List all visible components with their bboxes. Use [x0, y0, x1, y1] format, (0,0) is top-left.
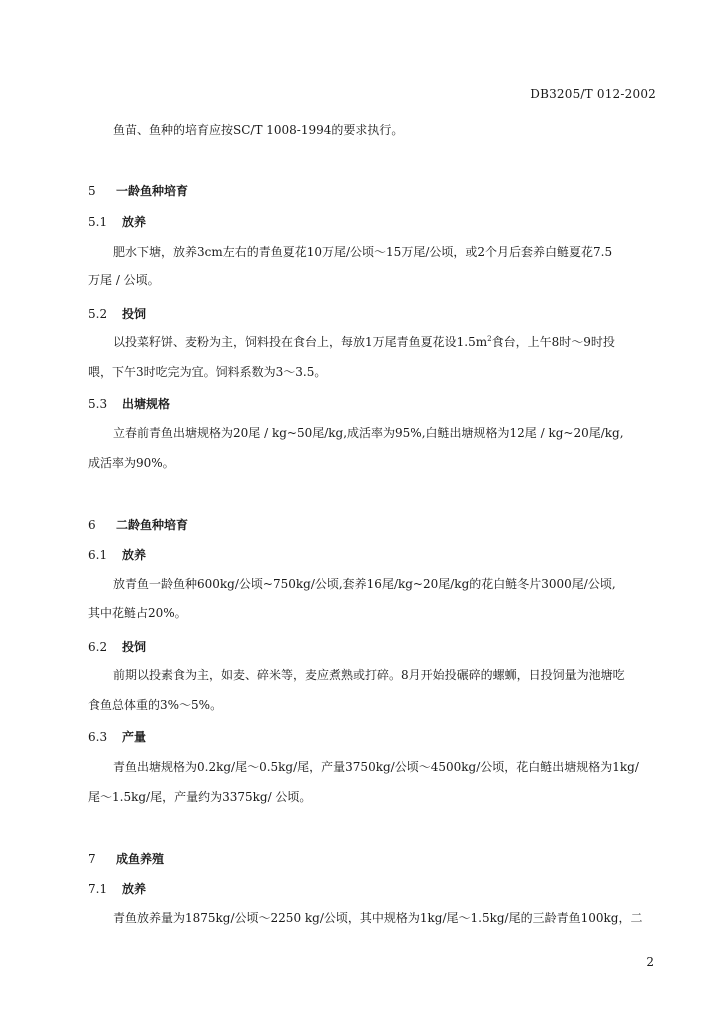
- paragraph-line: 万尾 / 公顷。: [88, 273, 160, 287]
- subsection-number: 6.2: [88, 640, 108, 654]
- section-6-1-heading: [88, 546, 146, 563]
- document-code: DB3205/T 012-2002: [530, 87, 656, 101]
- subsection-title: 投饲: [122, 640, 147, 654]
- section-7-heading: [88, 850, 164, 867]
- section-6-2-heading: [88, 638, 146, 655]
- subsection-number: 6.1: [88, 548, 108, 562]
- section-5-1-heading: [88, 213, 146, 230]
- subsection-title: 放养: [122, 215, 147, 229]
- paragraph-line: 立春前青鱼出塘规格为20尾 / kg~50尾/kg,成活率为95%,白鲢出塘规格为12尾 / kg~20尾/kg,: [113, 426, 624, 440]
- paragraph-line: 放青鱼一龄鱼种600kg/公顷~750kg/公顷,套养16尾/kg~20尾/kg的花白鲢冬片3000尾/公顷,: [113, 577, 616, 591]
- section-5-heading: [88, 182, 188, 199]
- section-title: 二龄鱼种培育: [116, 518, 189, 532]
- section-number: 7: [88, 852, 96, 866]
- paragraph-line: [113, 335, 615, 349]
- subsection-number: 6.3: [88, 730, 108, 744]
- section-title: 成鱼养殖: [116, 852, 165, 866]
- section-number: 5: [88, 184, 96, 198]
- section-6-heading: [88, 516, 188, 533]
- page-number: 2: [646, 955, 654, 969]
- text-run: 食台，上午8时～9时投: [491, 335, 615, 349]
- section-6-3-heading: [88, 728, 146, 745]
- paragraph-line: 食鱼总体重的3%～5%。: [88, 698, 223, 712]
- section-number: 6: [88, 518, 96, 532]
- subsection-number: 5.3: [88, 397, 108, 411]
- section-5-3-heading: [88, 395, 170, 412]
- subsection-title: 产量: [122, 730, 147, 744]
- intro-paragraph: 鱼苗、鱼种的培育应按SC/T 1008-1994的要求执行。: [113, 123, 404, 137]
- paragraph-line: 喂，下午3时吃完为宜。饲料系数为3～3.5。: [88, 365, 327, 379]
- superscript: 2: [487, 335, 492, 343]
- subsection-title: 出塘规格: [122, 397, 171, 411]
- paragraph-line: 其中花鲢占20%。: [88, 606, 187, 620]
- paragraph-line: 青鱼出塘规格为0.2kg/尾～0.5kg/尾，产量3750kg/公顷～4500kg/公顷，花白鲢出塘规格为1kg/: [113, 760, 639, 774]
- section-5-2-heading: [88, 305, 146, 322]
- section-7-1-heading: [88, 880, 146, 897]
- subsection-number: 7.1: [88, 882, 108, 896]
- subsection-title: 投饲: [122, 307, 147, 321]
- paragraph-line: 成活率为90%。: [88, 456, 175, 470]
- paragraph-line: 前期以投素食为主，如麦、碎米等，麦应煮熟或打碎。8月开始投碾碎的螺蛳，日投饲量为池塘吃: [113, 668, 625, 682]
- subsection-title: 放养: [122, 548, 147, 562]
- paragraph-line: 尾～1.5kg/尾，产量约为3375kg/ 公顷。: [88, 790, 312, 804]
- paragraph-line: 青鱼放养量为1875kg/公顷～2250 kg/公顷，其中规格为1kg/尾～1.5kg/尾的三龄青鱼100kg，二: [113, 911, 643, 925]
- section-title: 一龄鱼种培育: [116, 184, 189, 198]
- subsection-title: 放养: [122, 882, 147, 896]
- text-run: 以投菜籽饼、麦粉为主，饲料投在食台上，每放1万尾青鱼夏花设1.5m: [113, 335, 488, 349]
- paragraph-line: 肥水下塘，放养3cm左右的青鱼夏花10万尾/公顷～15万尾/公顷，或2个月后套养白鲢夏花7.5: [113, 245, 613, 259]
- subsection-number: 5.1: [88, 215, 108, 229]
- subsection-number: 5.2: [88, 307, 108, 321]
